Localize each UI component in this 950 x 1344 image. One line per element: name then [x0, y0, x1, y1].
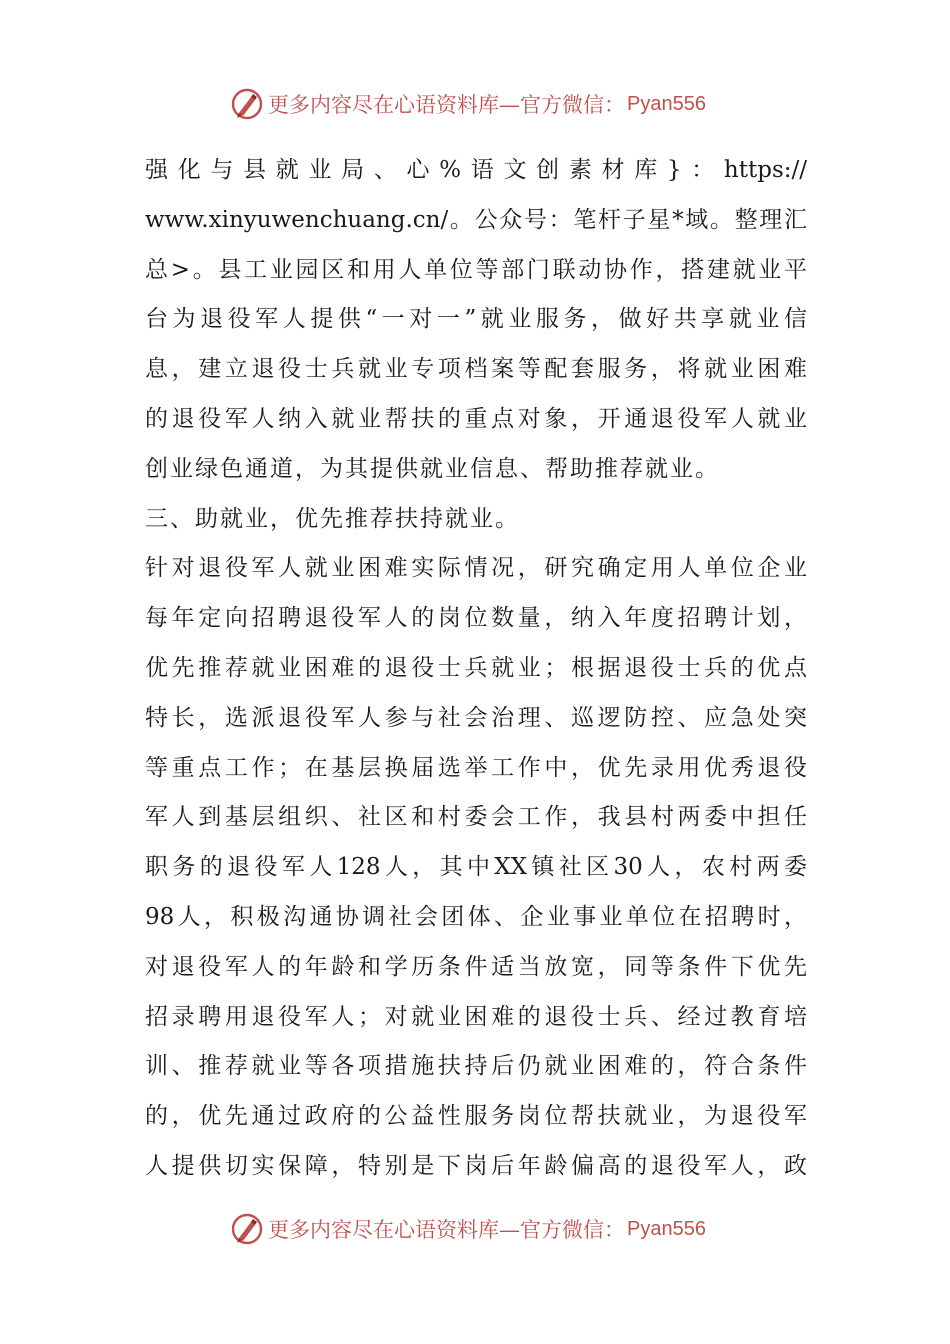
watermark-handle: Pyan556 [627, 92, 706, 115]
footer-watermark [230, 1209, 706, 1249]
header-watermark [230, 84, 706, 124]
watermark-text: 更多内容尽在心语资料库—官方微信： [268, 1218, 625, 1242]
body-line: www.xinyuwenchuang.cn/。公众号：笔杆子星*域。整理汇 [145, 206, 807, 233]
body-line: 总>。县工业园区和用人单位等部门联动协作，搭建就业平 [145, 256, 807, 283]
body-line: 人提供切实保障，特别是下岗后年龄偏高的退役军人，政 [145, 1152, 807, 1179]
body-line: 对退役军人的年龄和学历条件适当放宽，同等条件下优先 [145, 953, 807, 980]
watermark-handle: Pyan556 [627, 1217, 706, 1240]
body-line: 优先推荐就业困难的退役士兵就业；根据退役士兵的优点 [145, 654, 807, 681]
body-line: 针对退役军人就业困难实际情况，研究确定用人单位企业 [145, 555, 807, 582]
body-line: 98人，积极沟通协调社会团体、企业事业单位在招聘时， [145, 903, 807, 930]
body-line: 台为退役军人提供“一对一”就业服务，做好共享就业信 [145, 306, 807, 333]
body-line: 职务的退役军人128人，其中XX镇社区30人，农村两委 [145, 854, 807, 881]
body-line: 等重点工作；在基层换届选举工作中，优先录用优秀退役 [145, 754, 807, 781]
body-line: 强化与县就业局、心%语文创素材库}：https:// [145, 157, 807, 183]
pen-logo-icon [230, 1212, 264, 1246]
body-line: 的，优先通过政府的公益性服务岗位帮扶就业，为退役军 [145, 1103, 807, 1130]
body-line: 的退役军人纳入就业帮扶的重点对象，开通退役军人就业 [145, 405, 807, 432]
body-line: 每年定向招聘退役军人的岗位数量，纳入年度招聘计划， [145, 605, 807, 632]
document-body [145, 146, 807, 1192]
body-line: 招录聘用退役军人；对就业困难的退役士兵、经过教育培 [145, 1003, 807, 1030]
body-line: 创业绿色通道，为其提供就业信息、帮助推荐就业。 [145, 455, 720, 482]
body-line: 训、推荐就业等各项措施扶持后仍就业困难的，符合条件 [145, 1053, 807, 1080]
body-line: 特长，选派退役军人参与社会治理、巡逻防控、应急处突 [145, 704, 807, 731]
body-line: 息，建立退役士兵就业专项档案等配套服务，将就业困难 [145, 356, 807, 383]
pen-logo-icon [230, 87, 264, 121]
section-heading: 三、助就业，优先推荐扶持就业。 [145, 505, 520, 532]
watermark-text: 更多内容尽在心语资料库—官方微信： [268, 93, 625, 117]
body-line: 军人到基层组织、社区和村委会工作，我县村两委中担任 [145, 804, 807, 831]
